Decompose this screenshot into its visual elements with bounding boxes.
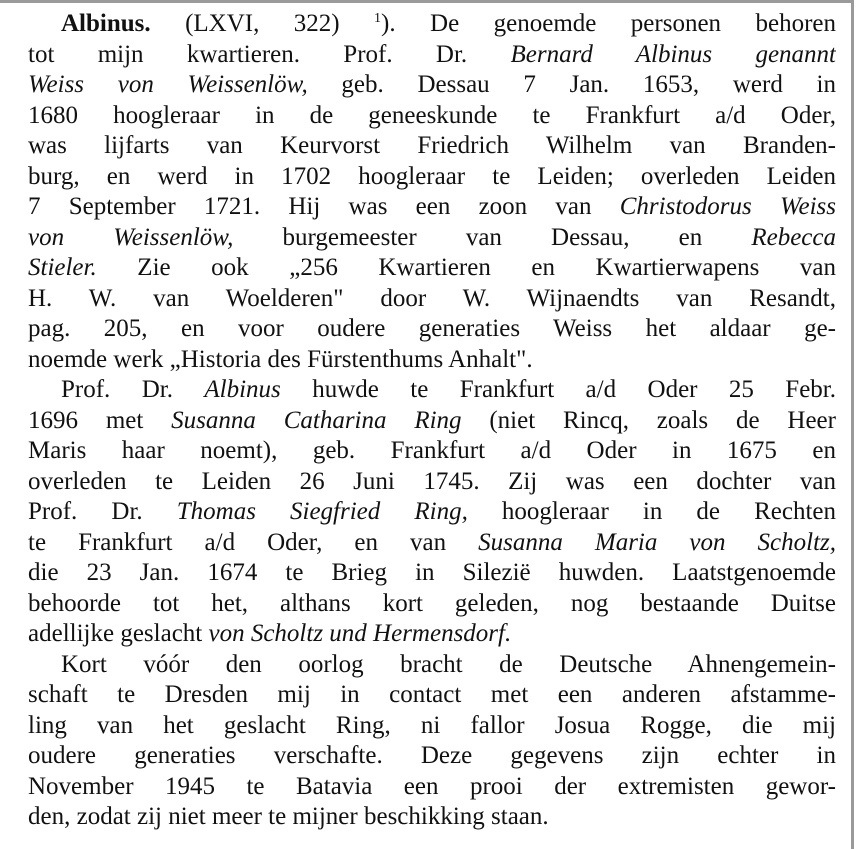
text-line	[28, 619, 836, 650]
text-segment: Maris haar noemt), geb. Frankfurt a/d Oder in 1675 en	[28, 437, 836, 464]
text-line	[28, 589, 836, 620]
italic-name: von Weissenlöw,	[28, 223, 234, 251]
text-segment: November 1945 te Batavia een prooi der extremisten gewor-	[28, 772, 836, 800]
text-segment: schaft te Dresden mij in contact met een anderen afstamme-	[28, 681, 836, 708]
text-line	[28, 223, 836, 254]
text-segment: noemde werk „Historia des Fürstenthums Anhalt".	[28, 345, 533, 373]
text-line	[28, 162, 836, 193]
footnote-marker: 1	[374, 11, 382, 26]
text-segment: burg, en werd in 1702 hoogleraar te Leiden; overleden Leiden	[28, 162, 836, 190]
text-segment: behoorde tot het, althans kort geleden, nog bestaande Duitse	[28, 589, 836, 617]
text-line	[28, 345, 836, 376]
text-segment: H. W. van Woelderen" door W. Wijnaendts van Resandt,	[28, 284, 836, 312]
text-line	[28, 40, 836, 71]
text-line	[28, 375, 836, 406]
italic-name: Susanna Catharina Ring	[171, 406, 462, 434]
italic-name: Weiss von Weissenlöw,	[28, 71, 308, 98]
text-segment: (LXVI, 322)	[150, 10, 375, 37]
text-line	[28, 9, 836, 40]
text-line	[28, 253, 836, 284]
document-text	[28, 9, 836, 833]
text-segment: Zie ook „256 Kwartieren en Kwartierwapens van	[96, 254, 836, 281]
text-line	[28, 497, 836, 528]
text-line	[28, 741, 836, 772]
text-line	[28, 192, 836, 223]
text-line	[28, 558, 836, 589]
text-line	[28, 436, 836, 467]
text-line	[28, 131, 836, 162]
text-segment: oudere generaties verschafte. Deze gegevens zijn echter in	[28, 742, 836, 769]
text-segment: ). De genoemde personen behoren	[381, 10, 836, 37]
text-segment: 1696 met	[28, 406, 172, 434]
text-line	[28, 772, 836, 803]
text-segment: pag. 205, en voor oudere generaties Weiss het aldaar ge-	[28, 315, 836, 342]
text-segment: adellijke geslacht	[28, 620, 209, 647]
text-segment: den, zodat zij niet meer te mijner beschikking staan.	[28, 803, 549, 830]
text-segment: ling van het geslacht Ring, ni fallor Josua Rogge, die mij	[28, 711, 836, 739]
text-segment: 7 September 1721. Hij was een zoon van	[28, 193, 620, 220]
italic-name: Stieler.	[28, 254, 97, 281]
italic-name: Susanna Maria von Scholtz,	[478, 528, 836, 556]
text-segment: huwde te Frankfurt a/d Oder 25 Febr.	[280, 376, 836, 403]
text-segment: burgemeester van Dessau, en	[233, 223, 752, 251]
text-segment: te Frankfurt a/d Oder, en van	[28, 528, 479, 556]
italic-name: Thomas Siegfried Ring,	[176, 498, 468, 525]
text-segment: was lijfarts van Keurvorst Friedrich Wilhelm van Branden-	[28, 132, 836, 159]
text-line	[28, 680, 836, 711]
text-line	[28, 284, 836, 315]
text-line	[28, 70, 836, 101]
text-segment: Kort vóór den oorlog bracht de Deutsche Ahnengemein-	[61, 650, 836, 678]
text-line	[28, 314, 836, 345]
text-segment: 1680 hoogleraar in de geneeskunde te Frankfurt a/d Oder,	[28, 101, 836, 129]
text-segment: (niet Rincq, zoals de Heer	[461, 406, 836, 434]
text-segment: geb. Dessau 7 Jan. 1653, werd in	[307, 71, 836, 98]
italic-name: Rebecca	[751, 223, 836, 251]
italic-name: Albinus	[204, 376, 281, 403]
text-segment: Prof. Dr.	[28, 498, 177, 525]
text-line	[28, 101, 836, 132]
text-segment: Prof. Dr.	[61, 376, 205, 403]
italic-name: Bernard Albinus genannt	[510, 40, 836, 68]
text-segment: overleden te Leiden 26 Juni 1745. Zij was een dochter van	[28, 467, 836, 495]
text-line	[28, 528, 836, 559]
italic-name: Christodorus Weiss	[619, 193, 836, 220]
text-line	[28, 802, 836, 833]
text-line	[28, 467, 836, 498]
italic-name: von Scholtz und Hermensdorf.	[208, 620, 512, 647]
text-segment: hoogleraar in de Rechten	[467, 498, 836, 525]
entry-heading: Albinus.	[61, 10, 151, 37]
text-line	[28, 711, 836, 742]
text-line	[28, 650, 836, 681]
text-segment: die 23 Jan. 1674 te Brieg in Silezië huwden. Laatstgenoemde	[28, 559, 836, 586]
text-line	[28, 406, 836, 437]
text-segment: tot mijn kwartieren. Prof. Dr.	[28, 40, 511, 68]
